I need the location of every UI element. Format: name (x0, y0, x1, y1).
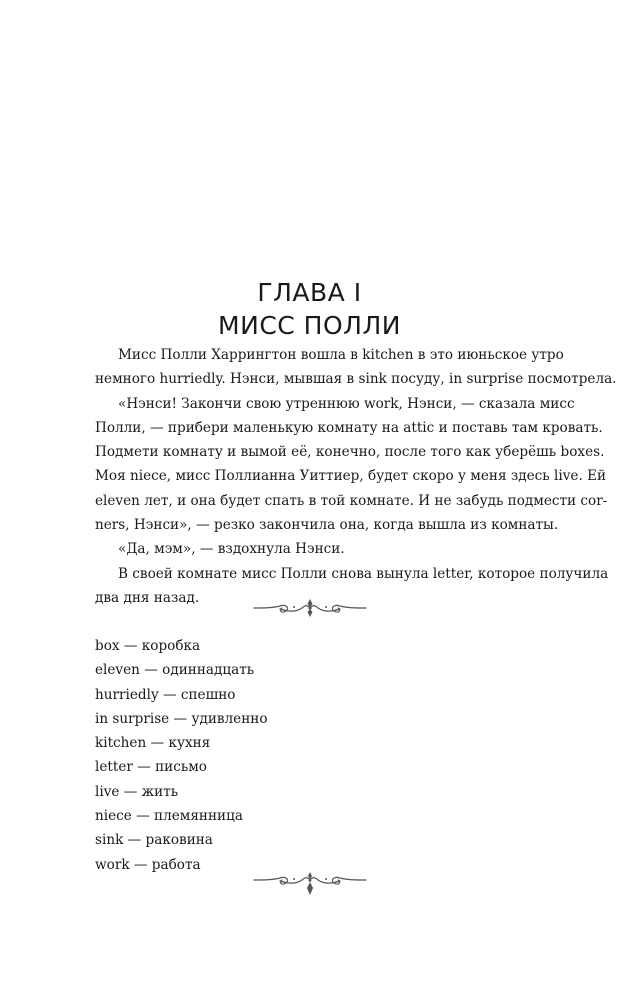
lower-flourish-divider (0, 870, 619, 903)
chapter-heading (0, 276, 619, 342)
vocab-item: in surprise — удивленно (95, 710, 268, 727)
upper-flourish-divider (0, 596, 619, 625)
flourish-divider-icon (250, 870, 370, 898)
vocab-item: live — жить (95, 783, 179, 800)
text-line: «Нэнси! Закончи свою утреннюю work, Нэнси, — сказала мисс (118, 395, 575, 412)
vocab-item: box — коробка (95, 638, 201, 654)
text-line: два дня назад. (95, 589, 200, 606)
text-line: «Да, мэм», — вздохнула Нэнси. (118, 541, 345, 558)
chapter-number: ГЛАВА I (257, 278, 362, 307)
chapter-title: МИСС ПОЛЛИ (218, 311, 401, 340)
vocab-item: kitchen — кухня (95, 735, 211, 752)
vocab-item: niece — племянница (95, 808, 243, 825)
vocab-item: letter — письмо (95, 759, 207, 776)
flourish-divider-icon (250, 596, 370, 620)
text-line: Мисс Полли Харрингтон вошла в kitchen в это июньское утро (118, 347, 564, 363)
chapter-body (95, 343, 617, 610)
vocab-item: eleven — одиннадцать (95, 662, 255, 679)
vocabulary-list (95, 634, 268, 877)
text-line: В своей комнате мисс Полли снова вынула letter, которое получила (118, 565, 609, 582)
text-line: Подмети комнату и вымой её, конечно, после того как уберёшь boxes. (95, 444, 605, 461)
text-line: Полли, — прибери маленькую комнату на attic и поставь там кровать. (95, 419, 603, 436)
text-line: Моя niece, мисс Поллианна Уиттиер, будет скоро у меня здесь live. Ей (95, 468, 607, 485)
vocab-item: sink — раковина (95, 832, 213, 849)
text-line: немного hurriedly. Нэнси, мывшая в sink посуду, in surprise посмотрела. (95, 371, 617, 388)
vocab-item: hurriedly — спешно (95, 686, 236, 703)
vocab-item: work — работа (95, 856, 201, 873)
text-line: eleven лет, и она будет спать в той комнате. И не забудь подмести cor- (95, 492, 608, 509)
text-line: ners, Нэнси», — резко закончила она, когда вышла из комнаты. (95, 517, 559, 534)
